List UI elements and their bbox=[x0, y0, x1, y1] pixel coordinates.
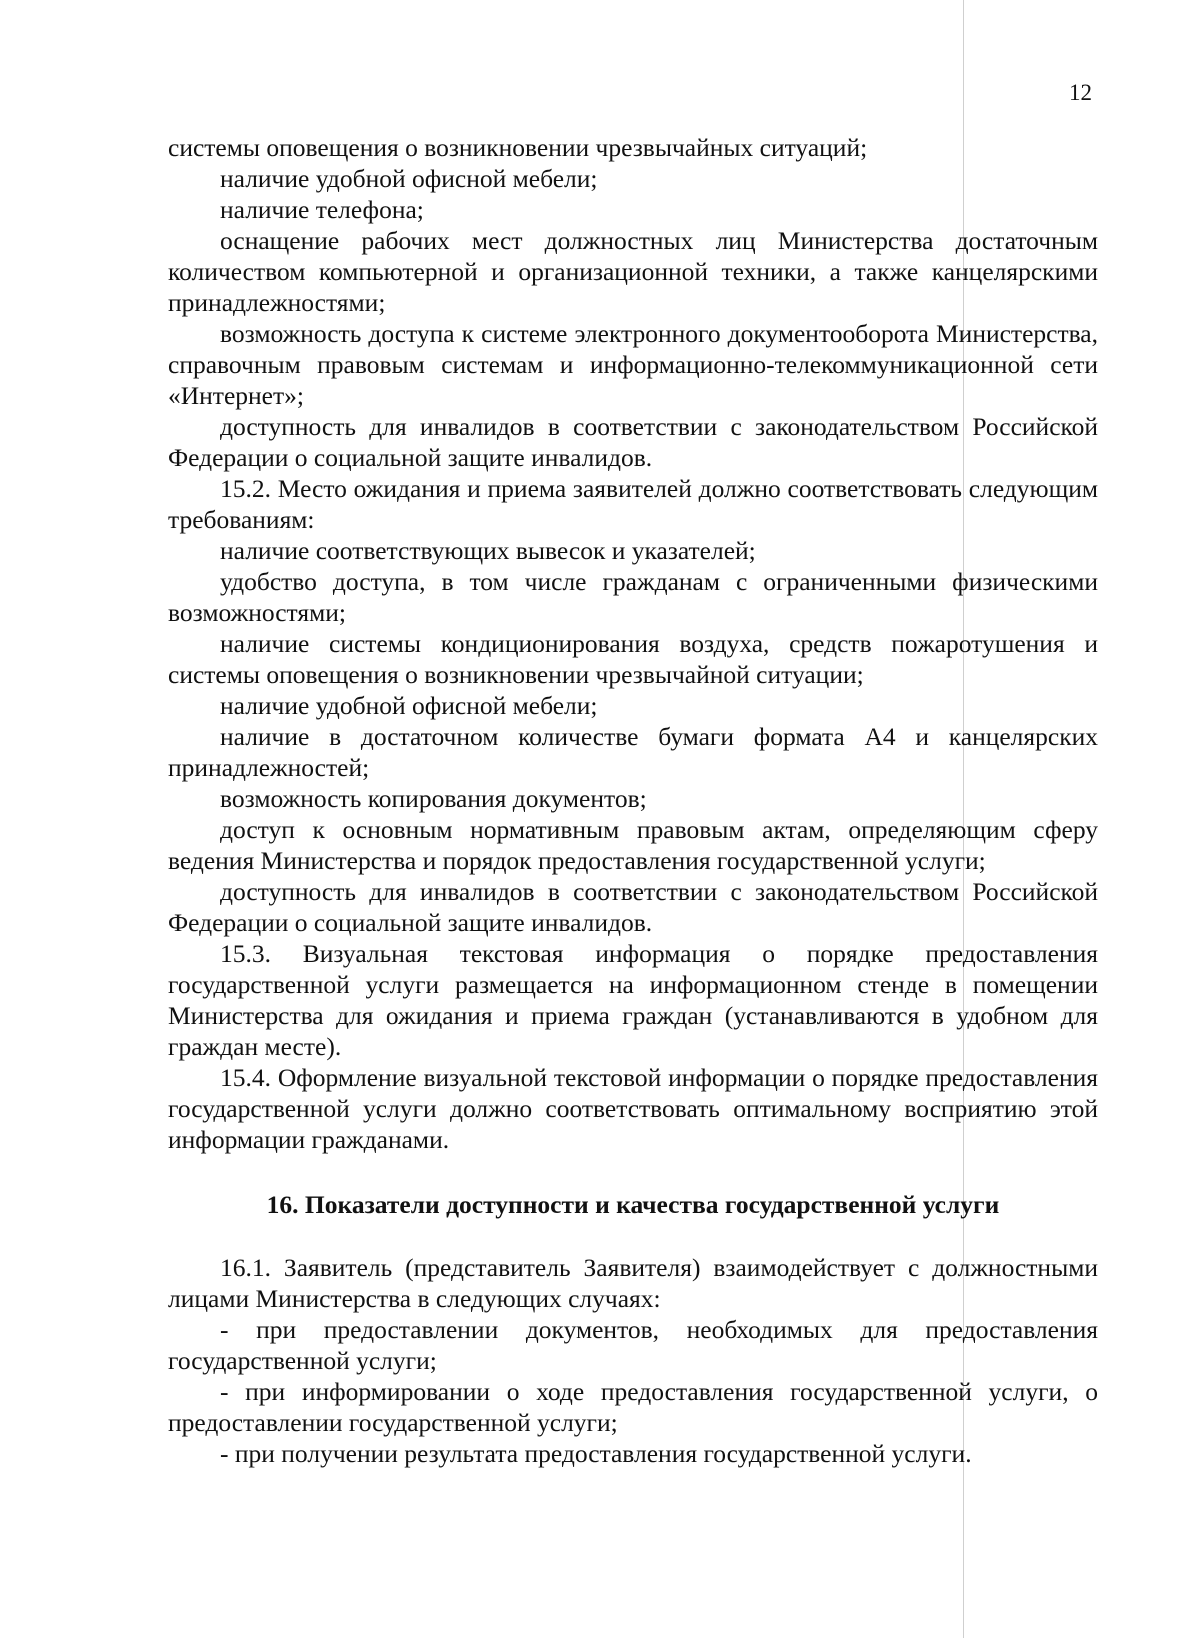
paragraph: наличие телефона; bbox=[220, 195, 424, 224]
paragraph: 15.2. Место ожидания и приема заявителей должно соответствовать следующим требованиям: bbox=[168, 474, 1098, 534]
paragraph: 16.1. Заявитель (представитель Заявителя) взаимодействует с должностными лицами Министерства в следующих случаях: bbox=[168, 1253, 1098, 1313]
paragraph: системы оповещения о возникновении чрезвычайных ситуаций; bbox=[168, 133, 868, 162]
paragraph: 15.3. Визуальная текстовая информация о порядке предоставления государственной услуги размещается на информационном стенде в помещении Министерства для ожидания и приема граждан (устанавливаются в удобном для граждан месте). bbox=[168, 939, 1098, 1061]
list-item: - при получении результата предоставления государственной услуги. bbox=[220, 1439, 972, 1468]
paragraph: наличие удобной офисной мебели; bbox=[220, 691, 598, 720]
paragraph: доступность для инвалидов в соответствии с законодательством Российской Федерации о социальной защите инвалидов. bbox=[168, 412, 1098, 472]
paragraph: оснащение рабочих мест должностных лиц Министерства достаточным количеством компьютерной и организационной техники, а также канцелярскими принадлежностями; bbox=[168, 226, 1098, 317]
paragraph: наличие удобной офисной мебели; bbox=[220, 164, 598, 193]
paragraph: возможность доступа к системе электронного документооборота Министерства, справочным правовым системам и информационно-телекоммуникационной сети «Интернет»; bbox=[168, 319, 1098, 410]
list-item: - при предоставлении документов, необходимых для предоставления государственной услуги; bbox=[168, 1315, 1098, 1375]
page-number: 12 bbox=[1069, 80, 1092, 105]
paragraph: 15.4. Оформление визуальной текстовой информации о порядке предоставления государственной услуги должно соответствовать оптимальному восприятию этой информации гражданами. bbox=[168, 1063, 1098, 1154]
list-item: - при информировании о ходе предоставления государственной услуги, о предоставлении государственной услуги; bbox=[168, 1377, 1098, 1437]
paragraph: наличие соответствующих вывесок и указателей; bbox=[220, 536, 756, 565]
section-heading: 16. Показатели доступности и качества государственной услуги bbox=[266, 1190, 1000, 1219]
paragraph: наличие в достаточном количестве бумаги формата А4 и канцелярских принадлежностей; bbox=[168, 722, 1098, 782]
paragraph: доступ к основным нормативным правовым актам, определяющим сферу ведения Министерства и порядок предоставления государственной услуги; bbox=[168, 815, 1098, 875]
paragraph: наличие системы кондиционирования воздуха, средств пожаротушения и системы оповещения о возникновении чрезвычайной ситуации; bbox=[168, 629, 1098, 689]
paragraph: возможность копирования документов; bbox=[220, 784, 647, 813]
paragraph: доступность для инвалидов в соответствии с законодательством Российской Федерации о социальной защите инвалидов. bbox=[168, 877, 1098, 937]
paragraph: удобство доступа, в том числе гражданам с ограниченными физическими возможностями; bbox=[168, 567, 1098, 627]
document-body bbox=[168, 132, 1098, 1469]
